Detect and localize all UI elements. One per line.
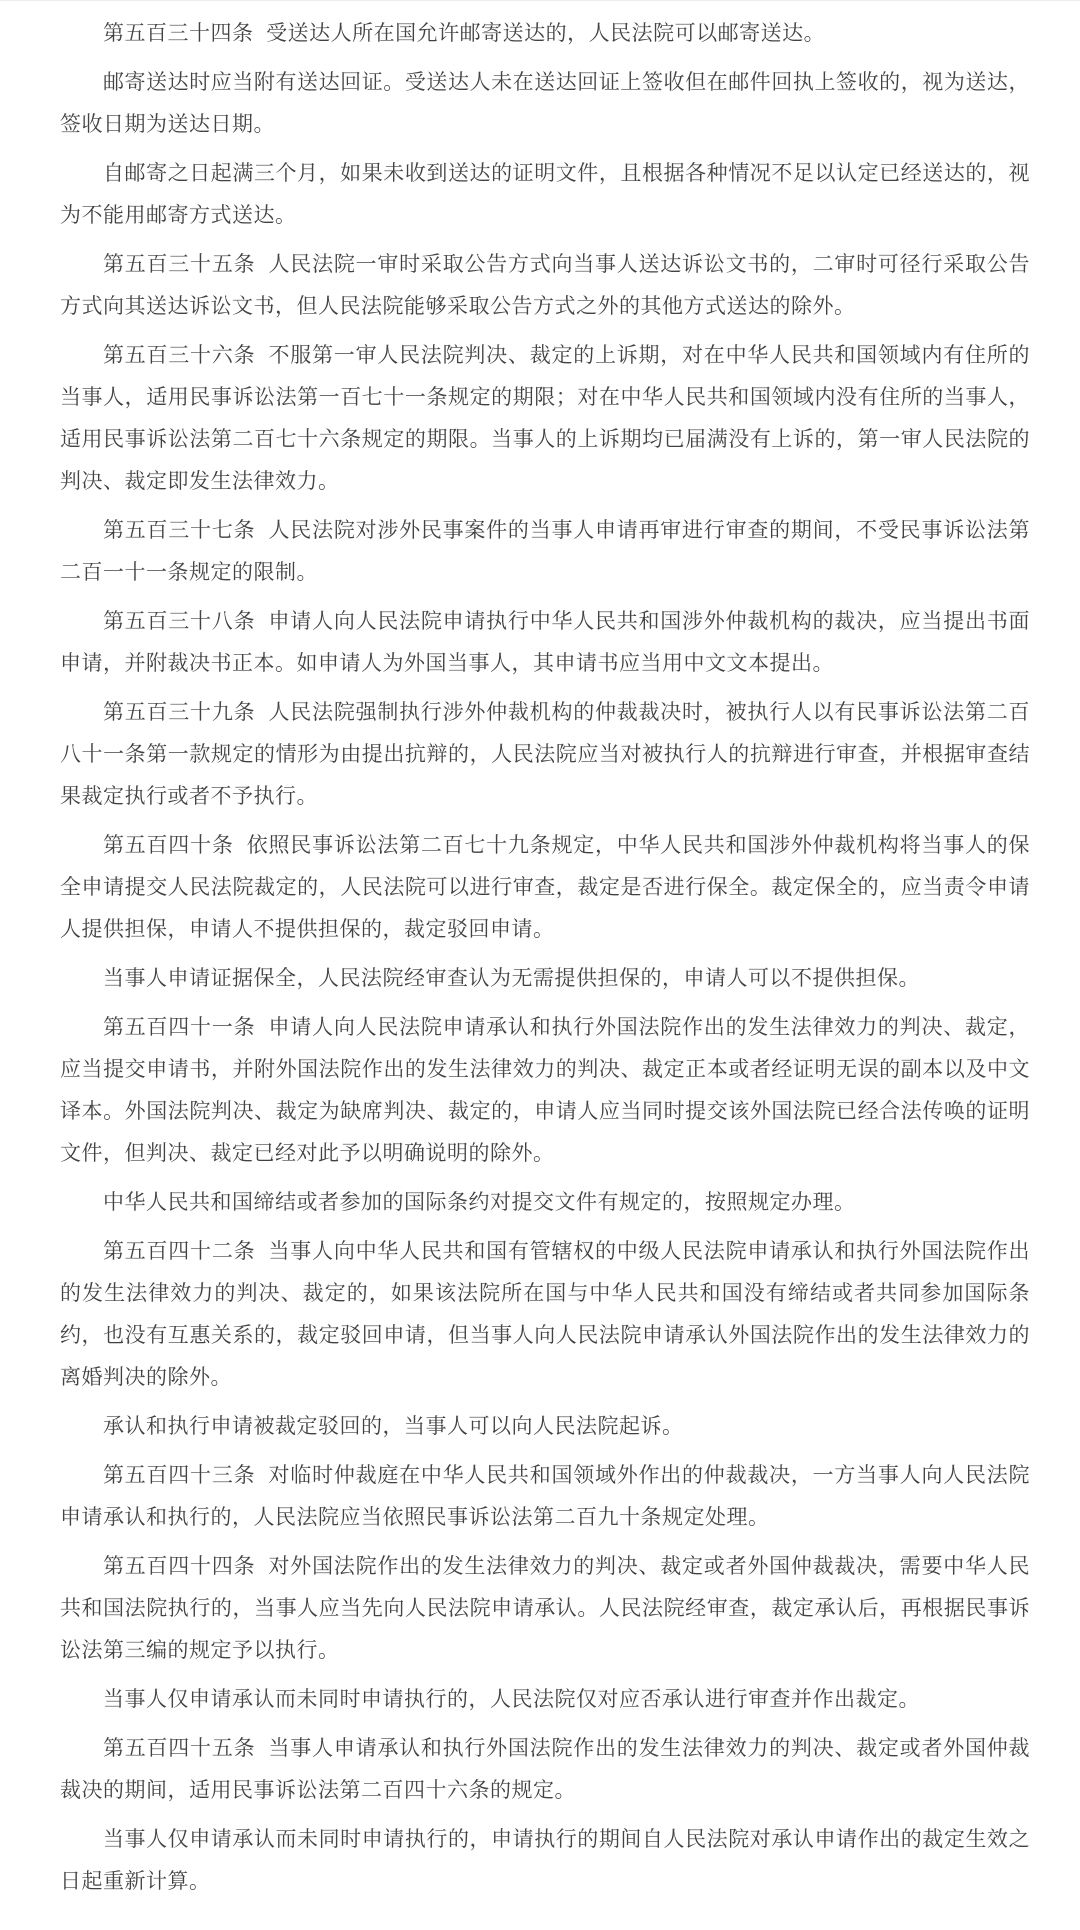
article-paragraph: 第五百三十七条 人民法院对涉外民事案件的当事人申请再审进行审查的期间，不受民事诉讼法第二百一十一条规定的限制。 [60,519,1030,584]
article-paragraph: 第五百四十四条 对外国法院作出的发生法律效力的判决、裁定或者外国仲裁裁决，需要中华人民共和国法院执行的，当事人应当先向人民法院申请承认。人民法院经审查，裁定承认后，再根据民事诉讼法第三编的规定予以执行。 [60,1555,1030,1662]
article-paragraph: 第五百四十一条 申请人向人民法院申请承认和执行外国法院作出的发生法律效力的判决、裁定，应当提交申请书，并附外国法院作出的发生法律效力的判决、裁定正本或者经证明无误的副本以及中文译本。外国法院判决、裁定为缺席判决、裁定的，申请人应当同时提交该外国法院已经合法传唤的证明文件，但判决、裁定已经对此予以明确说明的除外。 [60,1016,1030,1165]
article-paragraph: 第五百四十五条 当事人申请承认和执行外国法院作出的发生法律效力的判决、裁定或者外国仲裁裁决的期间，适用民事诉讼法第二百四十六条的规定。 [60,1737,1030,1802]
article-paragraph: 第五百三十六条 不服第一审人民法院判决、裁定的上诉期，对在中华人民共和国领域内有住所的当事人，适用民事诉讼法第一百七十一条规定的期限；对在中华人民共和国领域内没有住所的当事人，适用民事诉讼法第二百七十六条规定的期限。当事人的上诉期均已届满没有上诉的，第一审人民法院的判决、裁定即发生法律效力。 [60,344,1030,493]
body-paragraph: 当事人仅申请承认而未同时申请执行的，人民法院仅对应否承认进行审查并作出裁定。 [103,1688,920,1711]
body-paragraph: 中华人民共和国缔结或者参加的国际条约对提交文件有规定的，按照规定办理。 [103,1191,856,1214]
article-paragraph: 第五百三十五条 人民法院一审时采取公告方式向当事人送达诉讼文书的，二审时可径行采取公告方式向其送达诉讼文书，但人民法院能够采取公告方式之外的其他方式送达的除外。 [60,253,1030,318]
article-paragraph: 第五百四十二条 当事人向中华人民共和国有管辖权的中级人民法院申请承认和执行外国法院作出的发生法律效力的判决、裁定的，如果该法院所在国与中华人民共和国没有缔结或者共同参加国际条约，也没有互惠关系的，裁定驳回申请，但当事人向人民法院申请承认外国法院作出的发生法律效力的离婚判决的除外。 [60,1240,1030,1389]
article-paragraph: 第五百三十八条 申请人向人民法院申请执行中华人民共和国涉外仲裁机构的裁决，应当提出书面申请，并附裁决书正本。如申请人为外国当事人，其申请书应当用中文文本提出。 [60,610,1030,675]
body-paragraph: 邮寄送达时应当附有送达回证。受送达人未在送达回证上签收但在邮件回执上签收的，视为送达，签收日期为送达日期。 [60,71,1030,136]
article-paragraph: 第五百四十条 依照民事诉讼法第二百七十九条规定，中华人民共和国涉外仲裁机构将当事人的保全申请提交人民法院裁定的，人民法院可以进行审查，裁定是否进行保全。裁定保全的，应当责令申请人提供担保，申请人不提供担保的，裁定驳回申请。 [60,834,1030,941]
legal-text-body [60,13,1030,1903]
body-paragraph: 自邮寄之日起满三个月，如果未收到送达的证明文件，且根据各种情况不足以认定已经送达的，视为不能用邮寄方式送达。 [60,162,1030,227]
article-paragraph: 第五百三十九条 人民法院强制执行涉外仲裁机构的仲裁裁决时，被执行人以有民事诉讼法第二百八十一条第一款规定的情形为由提出抗辩的，人民法院应当对被执行人的抗辩进行审查，并根据审查结果裁定执行或者不予执行。 [60,701,1030,808]
body-paragraph: 当事人申请证据保全，人民法院经审查认为无需提供担保的，申请人可以不提供担保。 [103,967,920,990]
body-paragraph: 当事人仅申请承认而未同时申请执行的，申请执行的期间自人民法院对承认申请作出的裁定生效之日起重新计算。 [60,1828,1030,1893]
article-paragraph: 第五百三十四条 受送达人所在国允许邮寄送达的，人民法院可以邮寄送达。 [103,22,826,45]
body-paragraph: 承认和执行申请被裁定驳回的，当事人可以向人民法院起诉。 [103,1415,684,1438]
article-paragraph: 第五百四十三条 对临时仲裁庭在中华人民共和国领域外作出的仲裁裁决，一方当事人向人民法院申请承认和执行的，人民法院应当依照民事诉讼法第二百九十条规定处理。 [60,1464,1030,1529]
